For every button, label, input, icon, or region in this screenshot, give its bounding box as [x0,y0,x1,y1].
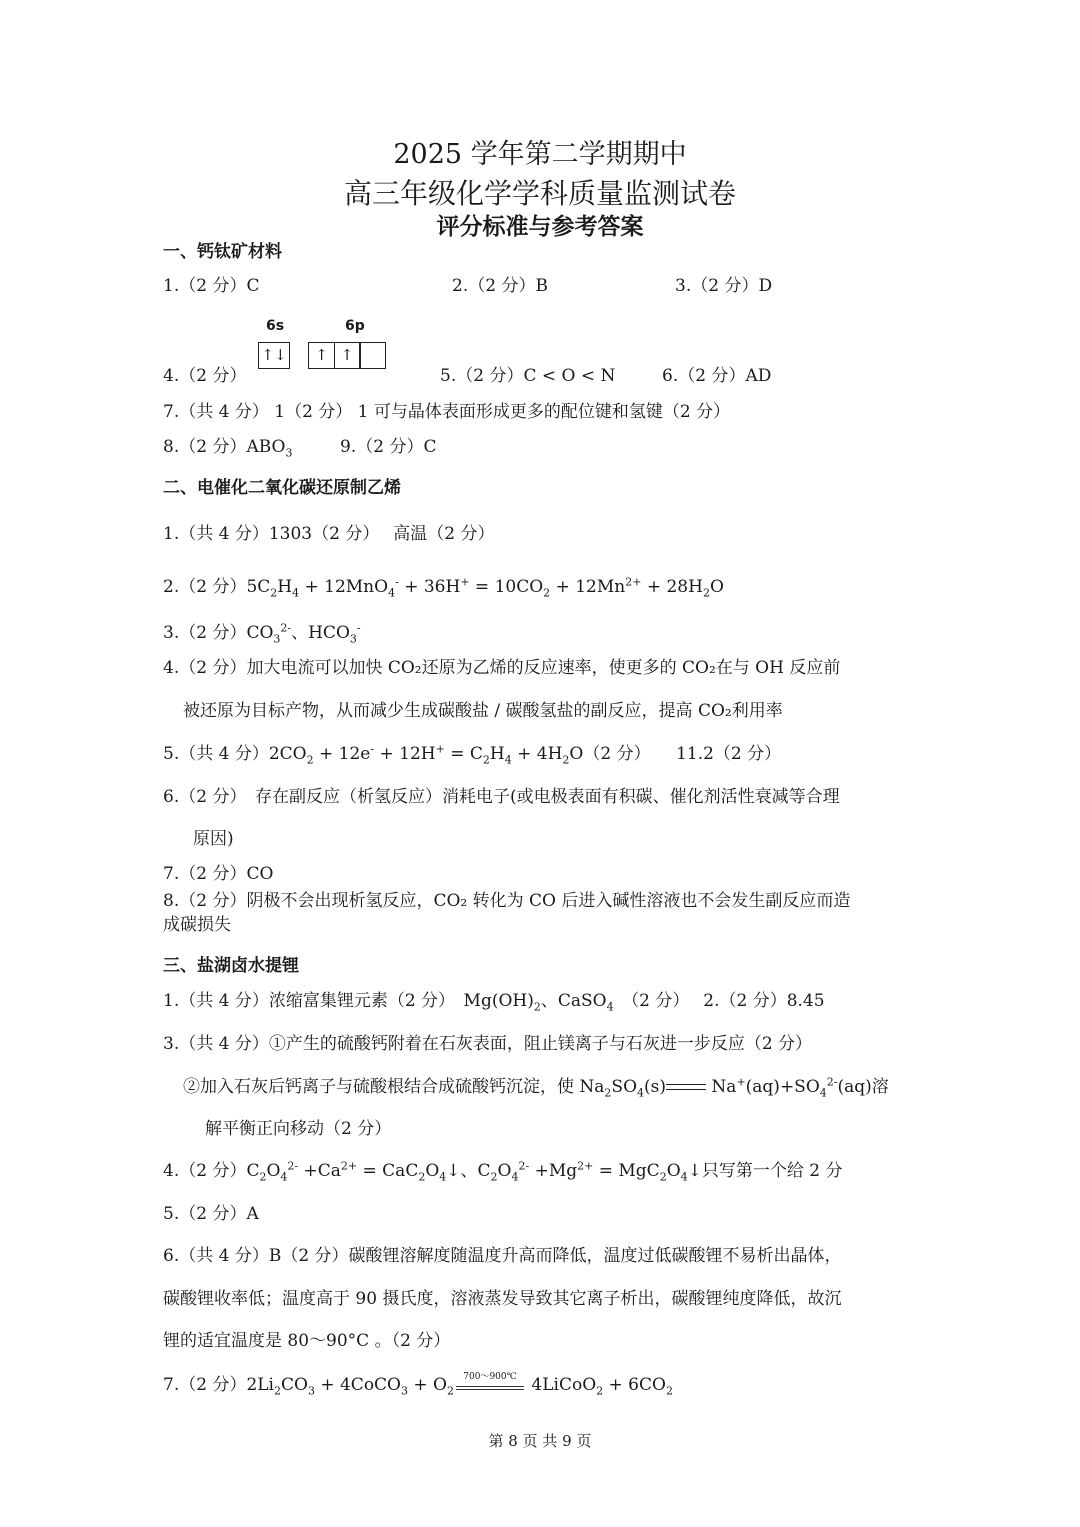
s1-q6: 6.（2 分）AD [662,366,772,386]
s2-q5: 5.（共 4 分）$2CO_2 + 12e^- + 12H^+ = C_2H_4 + 4H_2O(2$ 分） 11.2（2 分） [163,742,782,767]
s3-q5: 5.（2 分）A [163,1204,259,1224]
orbital-label-6s: 6s [266,318,285,334]
doc-title-line2: 高三年级化学学科质量监测试卷 [343,177,736,210]
s2-q1: 1.（共 4 分）1303（2 分） 高温（2 分） [163,524,495,544]
s2-q6-line2: 原因) [193,829,234,849]
s2-q7: 7.（2 分）CO [163,864,274,884]
s1-q5: 5.（2 分）C < O < N [440,366,616,386]
s1-q2: 2.（2 分）B [452,276,548,296]
doc-title-line3: 评分标准与参考答案 [436,214,644,240]
s3-q6-line3: 锂的适宜温度是 80～90°C 。（2 分） [163,1331,451,1351]
section-2-title: 二、电催化二氧化碳还原制乙烯 [163,478,401,498]
s1-q1: 1.（2 分）C [163,276,260,296]
s1-q4: 4.（2 分） [163,366,247,386]
orbital-box-6p-2: ↑ [334,342,361,369]
s3-q3-line2: ②加入石灰后钙离子与硫酸根结合成硫酸钙沉淀，使 $Na_2SO_4(s)$ $Na^+(aq)+SO_4^{2-}(aq)$溶 [183,1075,889,1100]
reaction-condition-text: 700～900℃ [463,1371,517,1382]
section-1-title: 一、钙钛矿材料 [163,242,282,262]
s2-q8-line1: 8.（2 分）阴极不会出现析氢反应，CO₂ 转化为 CO 后进入碱性溶液也不会发生副反应而造 [163,891,851,911]
s1-q9: 9.（2 分）C [340,437,437,457]
s3-q3-line3: 解平衡正向移动（2 分） [205,1119,392,1139]
orbital-diagram-6p [308,342,385,369]
orbital-label-6p: 6p [345,318,365,334]
s3-q6-line2: 碳酸锂收率低；温度高于 90 摄氏度，溶液蒸发导致其它离子析出，碳酸锂纯度降低，故沉 [163,1289,842,1309]
equilibrium-arrow-icon [666,1081,706,1095]
s3-q7: 7.（2 分）$2Li_2CO_3$ + 4CoCO$_3$ + $O_2$ 700～900℃ 4LiCoO$_2$ + $6CO_2$ [163,1374,673,1397]
s1-q3: 3.（2 分）D [675,276,773,296]
s3-q6-line1: 6.（共 4 分）B（2 分）碳酸锂溶解度随温度升高而降低，温度过低碳酸锂不易析出晶体， [163,1246,842,1266]
s2-q3: 3.（2 分）$CO_3^{2-}$、$HCO_3^-$ [163,621,361,646]
reaction-condition [454,1371,526,1397]
orbital-diagram-6s [258,342,289,369]
s2-q6-line1: 6.（2 分） 存在副反应（析氢反应）消耗电子(或电极表面有积碳、催化剂活性衰减等合理 [163,787,840,807]
s1-q8: 8.（2 分）$ABO_3$ [163,437,293,460]
section-3-title: 三、盐湖卤水提锂 [163,956,299,976]
doc-title-line1: 2025 学年第二学期期中 [393,139,687,170]
page-number: 第 8 页 共 9 页 [488,1432,592,1450]
s3-q3-line1: 3.（共 4 分）①产生的硫酸钙附着在石灰表面，阻止镁离子与石灰进一步反应（2 分） [163,1034,813,1054]
orbital-box-6p-3 [359,342,386,369]
s3-q1-q2: 1.（共 4 分）浓缩富集锂元素（2 分） $Mg(OH)_2$、CaSO$_4$ （2 分） 2.（2 分）8.45 [163,991,825,1014]
orbital-box-6s: ↑↓ [258,342,290,369]
s2-q8-line2: 成碳损失 [163,915,231,935]
s2-q4-line1: 4.（2 分）加大电流可以加快 CO₂还原为乙烯的反应速率，使更多的 CO₂在与 OH 反应前 [163,658,841,678]
s1-q7: 7.（共 4 分） 1（2 分） 1 可与晶体表面形成更多的配位键和氢键（2 分） [163,402,731,422]
s2-q4-line2: 被还原为目标产物，从而减少生成碳酸盐 / 碳酸氢盐的副反应，提高 CO₂利用率 [183,701,783,721]
orbital-box-6p-1: ↑ [308,342,335,369]
s2-q2: 2.（2 分）$5C_2H_4 + 12MnO_4^- + 36H^+ = 10CO_2 + 12Mn^{2+} + 28H_2O$ [163,575,724,600]
s3-q4: 4.（2 分）$C_2O_4^{2-} +Ca^{2+}$ = $CaC_2O_4↓$、$C_2O_4^{2-} +Mg^{2+}$ = $MgC_2O_4↓$只写第一个给 2 分 [163,1159,843,1184]
